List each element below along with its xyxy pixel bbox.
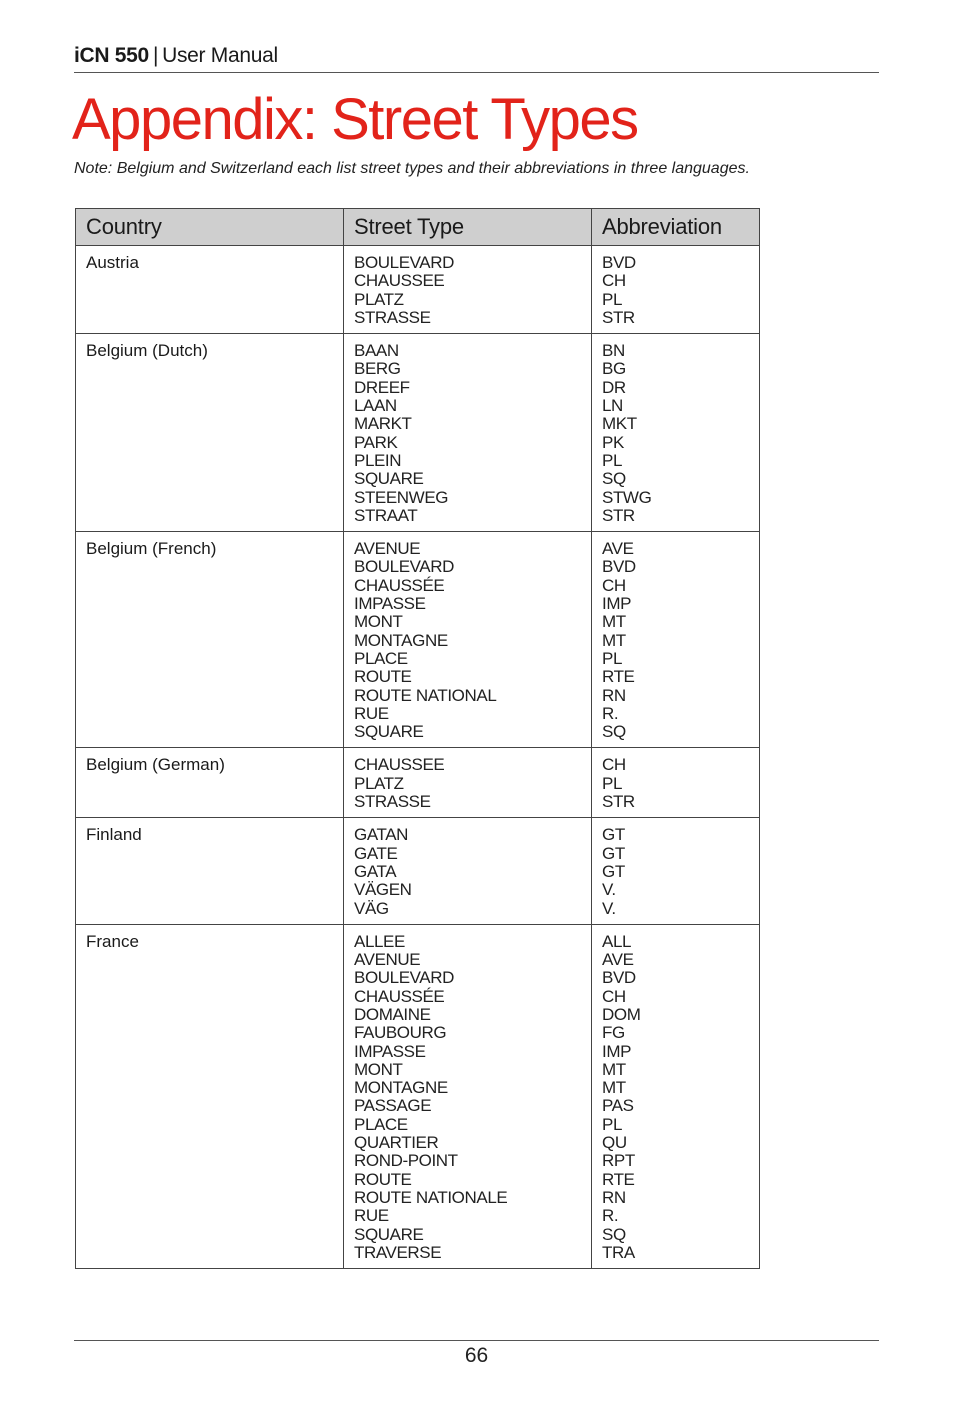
abbreviation: PL [602,1114,622,1134]
street-type: LAAN [354,396,397,416]
abbreviation: SQ [602,722,626,742]
table-row [76,818,760,924]
street-type-cell [344,924,592,1268]
street-type: ALLEE [354,931,405,951]
abbreviation: IMP [602,594,632,614]
abbreviation: QU [602,1133,627,1153]
street-type-cell [344,748,592,818]
street-type: MONT [354,612,403,632]
street-type: ROUTE NATIONALE [354,1187,508,1207]
abbreviation: CH [602,986,626,1006]
table-row [76,532,760,748]
street-type: PLEIN [354,450,402,470]
abbreviation: PL [602,289,622,309]
abbreviation: PK [602,432,624,452]
abbreviation-cell [592,532,760,748]
abbreviation: RN [602,685,626,705]
abbreviation: MT [602,1059,626,1079]
street-type: GATAN [354,825,409,845]
abbreviation: GT [602,825,625,845]
street-type: STRAAT [354,505,418,525]
street-type: PLACE [354,648,408,668]
street-type: CHAUSSÉE [354,575,445,595]
street-type: BOULEVARD [354,253,455,272]
abbreviation: BG [602,359,626,379]
street-type: ROUTE NATIONAL [354,685,497,705]
street-type: SQUARE [354,469,424,489]
abbreviation: R. [602,1206,619,1226]
abbreviation: STR [602,792,635,812]
street-type: MARKT [354,414,412,434]
street-type-cell [344,246,592,334]
table-row [76,246,760,334]
abbreviation: FG [602,1023,625,1043]
abbreviation: LN [602,396,623,416]
page-title: Appendix: Street Types [72,87,638,152]
abbreviation: IMP [602,1041,632,1061]
street-type: PARK [354,432,398,452]
street-type: RUE [354,703,389,723]
street-types-table [75,208,760,1269]
abbreviation: CH [602,755,626,775]
country-cell: Belgium (German) [76,748,344,818]
street-type: PLACE [354,1114,408,1134]
abbreviation: BVD [602,968,636,988]
street-type: CHAUSSEE [354,755,445,775]
street-type: VÄGEN [354,880,412,900]
street-type: FAUBOURG [354,1023,447,1043]
abbreviation: V. [602,898,616,918]
table-body [76,246,760,1269]
country-cell: France [76,924,344,1268]
abbreviation: MT [602,612,626,632]
abbreviation-cell [592,334,760,532]
abbreviation-cell [592,748,760,818]
street-type: ROUTE [354,1169,412,1189]
street-type: CHAUSSÉE [354,986,445,1006]
abbreviation: V. [602,880,616,900]
street-type: BAAN [354,341,399,361]
abbreviation-cell [592,818,760,924]
table-row [76,924,760,1268]
column-header-street-type: Street Type [344,209,592,246]
street-type: MONTAGNE [354,1078,448,1098]
abbreviation: BVD [602,253,636,272]
country-cell: Belgium (French) [76,532,344,748]
street-type: PLATZ [354,289,404,309]
street-type: BOULEVARD [354,968,455,988]
street-type: RUE [354,1206,389,1226]
column-header-country: Country [76,209,344,246]
street-type: ROUTE [354,667,412,687]
abbreviation: MT [602,1078,626,1098]
street-type: PLATZ [354,773,404,793]
abbreviation: SQ [602,1224,626,1244]
abbreviation: GT [602,861,625,881]
street-type: GATA [354,861,397,881]
street-type: VÄG [354,898,389,918]
abbreviation: STWG [602,487,652,507]
page-note: Note: Belgium and Switzerland each list street types and their abbreviations in three languages. [74,160,750,177]
page-header [74,42,879,73]
street-type: IMPASSE [354,594,426,614]
street-type: DOMAINE [354,1004,431,1024]
street-type: TRAVERSE [354,1242,442,1262]
street-type: BERG [354,359,401,379]
street-type: IMPASSE [354,1041,426,1061]
street-type: STRASSE [354,307,431,327]
abbreviation: DOM [602,1004,641,1024]
street-type-cell [344,818,592,924]
abbreviation: BN [602,341,625,361]
table-row [76,334,760,532]
street-type: SQUARE [354,1224,424,1244]
table-header-row [76,209,760,246]
street-type: PASSAGE [354,1096,432,1116]
country-cell: Austria [76,246,344,334]
abbreviation: DR [602,377,626,397]
street-type: AVENUE [354,950,421,970]
street-type: DREEF [354,377,410,397]
street-type: GATE [354,843,398,863]
abbreviation-cell [592,246,760,334]
street-type-cell [344,334,592,532]
column-header-abbreviation: Abbreviation [592,209,760,246]
street-type: STEENWEG [354,487,449,507]
abbreviation: CH [602,575,626,595]
street-type: STRASSE [354,792,431,812]
abbreviation: MT [602,630,626,650]
abbreviation: MKT [602,414,637,434]
footer-divider [74,1340,879,1341]
abbreviation: TRA [602,1242,635,1262]
abbreviation: PL [602,450,622,470]
abbreviation: R. [602,703,619,723]
header-separator: | [152,44,159,67]
abbreviation: AVE [602,539,634,559]
abbreviation: BVD [602,557,636,577]
abbreviation-cell [592,924,760,1268]
table-row [76,748,760,818]
country-cell: Belgium (Dutch) [76,334,344,532]
abbreviation: STR [602,307,635,327]
street-type: MONT [354,1059,403,1079]
abbreviation: SQ [602,469,626,489]
abbreviation: RTE [602,1169,635,1189]
abbreviation: PL [602,773,622,793]
street-type-cell [344,532,592,748]
street-type: ROND-POINT [354,1151,458,1171]
section-name: User Manual [162,44,278,67]
abbreviation: PAS [602,1096,634,1116]
page-number: 66 [464,1344,489,1367]
street-type: BOULEVARD [354,557,455,577]
street-type: AVENUE [354,539,421,559]
street-type: CHAUSSEE [354,271,445,291]
abbreviation: PL [602,648,622,668]
abbreviation: RN [602,1187,626,1207]
abbreviation: RTE [602,667,635,687]
abbreviation: STR [602,505,635,525]
country-cell: Finland [76,818,344,924]
street-type: MONTAGNE [354,630,448,650]
street-type: QUARTIER [354,1133,439,1153]
abbreviation: AVE [602,950,634,970]
abbreviation: RPT [602,1151,635,1171]
street-type: SQUARE [354,722,424,742]
abbreviation: ALL [602,931,632,951]
abbreviation: CH [602,271,626,291]
abbreviation: GT [602,843,625,863]
product-name: iCN 550 [74,44,149,67]
